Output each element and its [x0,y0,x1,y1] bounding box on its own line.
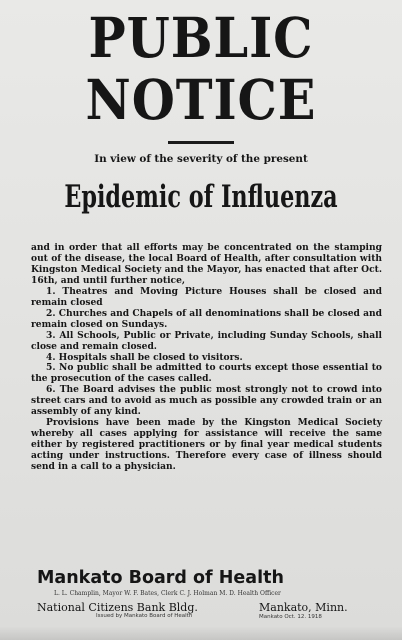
rule-item-6: 6. The Board advises the public most strongly not to crowd into street cars and to avoid as much as possible any crowded train or an assembly of any kind. [31,384,382,418]
headline-public: PUBLIC [88,5,314,70]
issued-by: Issued by Mankato Board of Health [96,613,193,619]
headline-notice: NOTICE [85,67,317,132]
rule-item-2: 2. Churches and Chapels of all denominations shall be closed and remain closed on Sundays. [31,307,382,330]
city-name: Mankato, Minn. [259,601,348,614]
issue-date: Mankato Oct. 12. 1918 [259,614,322,620]
epidemic-title: Epidemic of Influenza [64,179,338,215]
board-name: Mankato Board of Health [37,568,284,588]
preamble-paragraph: and in order that all efforts may be concentrated on the stamping out of the disease, the local Board of Health, after consultation with Kingston Medical Society and the Mayor, has enacted that after Oct. 16th, and until further notice, [31,242,382,286]
page-shadow [0,626,402,640]
rule-item-5: 5. No public shall be admitted to courts except those essential to the prosecution of the cases called. [31,362,382,385]
intro-line: In view of the severity of the present [94,153,308,165]
notice-body [31,243,382,473]
rule-item-3: 3. All Schools, Public or Private, including Sunday Schools, shall close and remain closed. [31,329,382,352]
officers-line: L. L. Champlin, Mayor W. F. Bates, Clerk C. J. Holman M. D. Health Officer [54,590,281,597]
rule-item-4: 4. Hospitals shall be closed to visitors. [46,351,243,363]
bank-address: National Citizens Bank Bldg. [37,601,198,614]
divider-rule [168,141,234,144]
provisions-paragraph: Provisions have been made by the Kingston Medical Society whereby all cases applying for assistance will receive the same either by registered practitioners or by final year medical students acting under instructions. Therefore every case of illness should send in a call to a physician. [31,417,382,473]
rule-item-1: 1. Theatres and Moving Picture Houses shall be closed and remain closed [31,285,382,308]
